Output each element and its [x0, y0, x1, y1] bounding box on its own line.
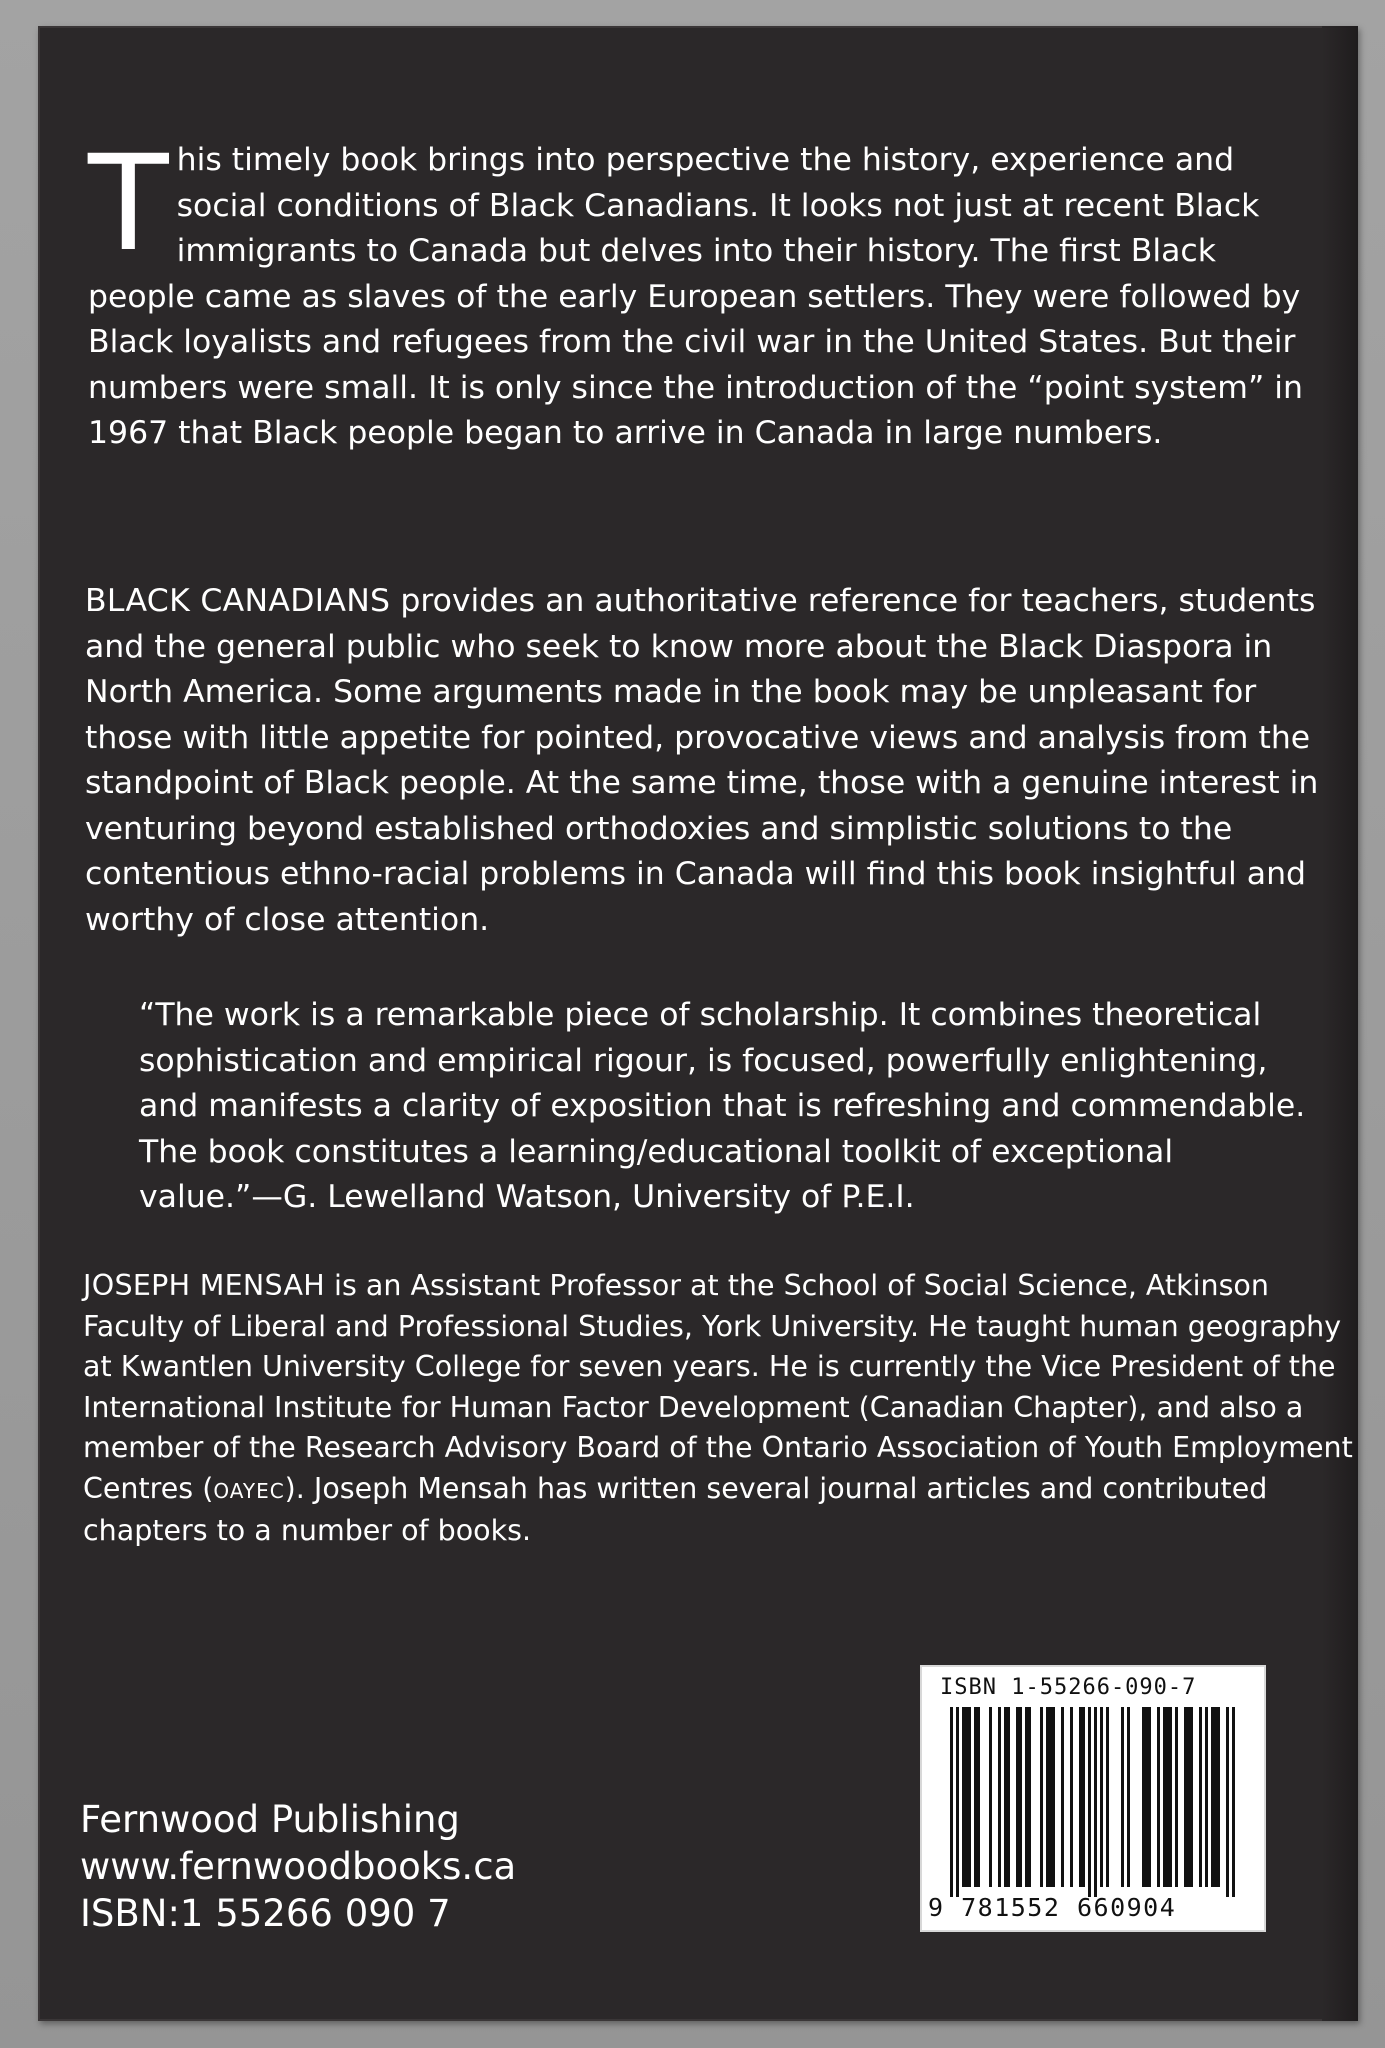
- barcode-bar: [1007, 1707, 1010, 1887]
- barcode-bars: [922, 1667, 1264, 1930]
- barcode-bar: [956, 1707, 959, 1897]
- author-bio-text-1: is an Assistant Professor at the School of Social Science, Atkinson Faculty of Liberal and Professional Studies, York University. He taught human geography at Kwantlen University College for seven years. He is currently the Vice President of the International Institute for Human Factor Development (Canadian Chapter), and also a member of the Research Advisory Board of the Ontario Association of Youth Employment Centres (: [83, 1269, 1353, 1505]
- barcode-bar: [1070, 1707, 1073, 1887]
- barcode-bar: [1166, 1707, 1169, 1887]
- barcode-bar: [965, 1707, 968, 1887]
- barcode-bar: [1157, 1707, 1160, 1887]
- barcode-bar: [1169, 1707, 1172, 1887]
- barcode-bar: [974, 1707, 977, 1887]
- barcode-bar: [1145, 1707, 1148, 1887]
- barcode-bar: [1127, 1707, 1130, 1887]
- cover-spine-edge: [1322, 26, 1358, 2021]
- barcode-bar: [1082, 1707, 1085, 1887]
- barcode-bar: [968, 1707, 971, 1887]
- organization-acronym: OAYEC: [213, 1478, 285, 1503]
- publisher-name: Fernwood Publishing: [80, 1798, 460, 1841]
- barcode-bar: [1088, 1707, 1091, 1897]
- barcode-bar: [1199, 1707, 1202, 1887]
- barcode-isbn-label: ISBN 1-55266-090-7: [940, 1675, 1197, 1700]
- barcode-bar: [1079, 1707, 1082, 1887]
- barcode-bar: [977, 1707, 980, 1887]
- publisher-block: [80, 1796, 516, 1937]
- publisher-isbn: ISBN:1 55266 090 7: [80, 1892, 451, 1935]
- barcode-bar: [1019, 1707, 1022, 1887]
- barcode-bar: [1025, 1707, 1028, 1887]
- barcode-bar: [1040, 1707, 1043, 1887]
- barcode-bar: [1004, 1707, 1007, 1887]
- barcode-bar: [962, 1707, 965, 1887]
- barcode-bar: [1016, 1707, 1019, 1887]
- barcode-bar: [1190, 1707, 1193, 1887]
- barcode-bar: [1106, 1707, 1109, 1887]
- barcode-bar: [1232, 1707, 1235, 1897]
- barcode-bar: [1214, 1707, 1217, 1887]
- barcode-bar: [1046, 1707, 1049, 1887]
- isbn-barcode-panel: [920, 1665, 1266, 1932]
- barcode-bar: [1094, 1707, 1097, 1897]
- drop-cap-letter: T: [88, 127, 169, 281]
- barcode-bar: [1184, 1707, 1187, 1887]
- barcode-bar: [998, 1707, 1001, 1887]
- barcode-bar: [1142, 1707, 1145, 1887]
- barcode-bar: [1217, 1707, 1220, 1887]
- author-name: JOSEPH MENSAH: [83, 1269, 325, 1302]
- book-back-cover: [38, 26, 1358, 2021]
- blurb-paragraph-2: [85, 579, 1345, 943]
- review-quote: “The work is a remarkable piece of scholarship. It combines theoretical sophistication and empirical rigour, is focused, powerfully enlightening, and manifests a clarity of exposition that is refreshing and commendable. The book constitutes a learning/educational toolkit of exceptional value.”—G. Lewelland Watson, University of P.E.I.: [139, 997, 1306, 1215]
- author-bio-text-2: ). Joseph Mensah has written several journal articles and contributed chapters to a number of books.: [83, 1471, 1268, 1547]
- barcode-bar: [1061, 1707, 1064, 1887]
- blurb-paragraph-2-text: provides an authoritative reference for teachers, students and the general public who seek to know more about the Black Diaspora in North America. Some arguments made in the book may be unpleasant for those with little appetite for pointed, provocative views and analysis from the standpoint of Black people. At the same time, those with a genuine interest in venturing beyond established orthodoxies and simplistic solutions to the contentious ethno-racial problems in Canada will find this book insightful and worthy of close attention.: [85, 583, 1319, 938]
- barcode-bar: [1052, 1707, 1055, 1887]
- book-title-inline: BLACK CANADIANS: [85, 583, 391, 619]
- barcode-ean-digits: 9 781552 660904: [928, 1893, 1177, 1922]
- blurb-paragraph-1: [88, 127, 1318, 457]
- barcode-bar: [1121, 1707, 1124, 1887]
- barcode-bar: [1163, 1707, 1166, 1887]
- publisher-website: www.fernwoodbooks.ca: [80, 1845, 517, 1888]
- barcode-bar: [1175, 1707, 1178, 1887]
- blurb-paragraph-1-text: his timely book brings into perspective the history, experience and social conditions of Black Canadians. It looks not just at recent Black immigrants to Canada but delves into their history. The first Black people came as slaves of the early European settlers. They were followed by Black loyalists and refugees from the civil war in the United States. But their numbers were small. It is only since the introduction of the “point system” in 1967 that Black people began to arrive in Canada in large numbers.: [88, 142, 1304, 451]
- barcode-bar: [1028, 1707, 1031, 1887]
- author-bio: [83, 1266, 1353, 1552]
- barcode-bar: [1226, 1707, 1229, 1897]
- barcode-bar: [950, 1707, 953, 1897]
- barcode-bar: [1211, 1707, 1214, 1887]
- barcode-bar: [1148, 1707, 1151, 1887]
- barcode-bar: [1205, 1707, 1208, 1887]
- barcode-bar: [989, 1707, 992, 1887]
- barcode-bar: [1187, 1707, 1190, 1887]
- barcode-bar: [1049, 1707, 1052, 1887]
- barcode-bar: [1100, 1707, 1103, 1887]
